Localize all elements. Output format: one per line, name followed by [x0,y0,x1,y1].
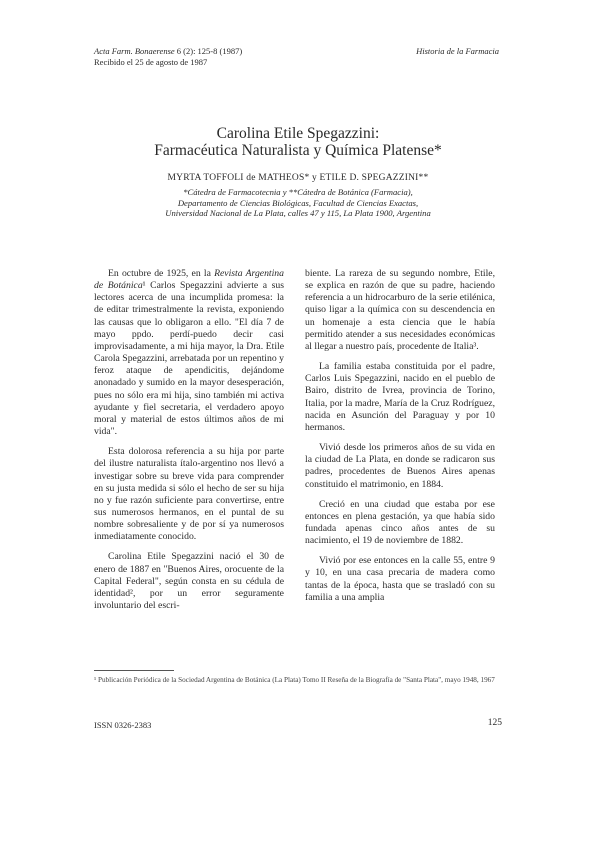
affiliation-line-1: *Cátedra de Farmacotecnia y **Cátedra de Botánica (Farmacia), [183,187,413,197]
paragraph-6: Creció en una ciudad que estaba por ese entonces en plena gestación, ya que había sido fundada apenas cinco años antes de su nacimiento, el 19 de noviembre de 1882. [305,498,495,547]
cited-journal: Revista Argentina de Botánica [94,268,284,292]
authors: MYRTA TOFFOLI de MATHEOS* y ETILE D. SPEGAZZINI** [167,173,429,183]
page-number: 125 [487,718,502,728]
body-column-right [305,268,495,612]
article-title [94,125,502,159]
title-line-1: Carolina Etile Spegazzini: [216,125,380,142]
footnote: ¹ Publicación Periódica de la Sociedad Argentina de Botánica (La Plata) Tomo II Reseña de la Biografía de "Santa Plata", mayo 1948, 1967 [94,676,495,684]
title-block [94,125,502,219]
paragraph-1 [94,268,284,438]
journal-name: Acta Farm. Bonaerense [94,46,175,56]
paragraph-1-rest: ¹ Carlos Spegazzini advierte a sus lectores acerca de una incumplida promesa: la de editar trimestralmente la revista, exponiendo las causas que lo obligaron a ello. "El día 7 de mayo ppdo. perdí-puedo decir casi improvisadamente, a mi hija mayor, la Dra. Etile Carola Spegazzini, arrebatada por un repentino y feroz ataque de apendicitis, dejándome anonadado y sumido en la mayor desesperación, pues no sólo era mi hija, sino también mi activa ayudante y fiel secretaria, el verdadero apoyo moral y material de estos últimos años de mi vida". [94,280,284,438]
affiliation-line-3: Universidad Nacional de La Plata, calles 47 y 115, La Plata 1900, Argentina [165,208,431,218]
received-date: Recibido el 25 de agosto de 1987 [94,57,208,67]
paragraph-3: Carolina Etile Spegazzini nació el 30 de enero de 1887 en "Buenos Aires, orocuente de la Capital Federal", según consta en su cédula de identidad², por un error seguramente involuntario del escri- [94,551,284,612]
running-head-left [94,46,242,68]
paragraph-5: Vivió desde los primeros años de su vida en la ciudad de La Plata, en donde se radicaron sus padres, procedentes de Buenos Aires apenas constituido el matrimonio, en 1884. [305,442,495,490]
journal-citation-line [94,46,242,57]
footnote-divider [94,670,174,671]
paragraph-4: La familia estaba constituida por el padre, Carlos Luis Spegazzini, nacido en el pueblo de Bairo, distrito de Ivrea, provincia de Torino, Italia, por la madre, María de la Cruz Rodríguez, nacida en Asunción del Paraguay y por 10 hermanos. [305,361,495,433]
paragraph-7: Vivió por ese entonces en la calle 55, entre 9 y 10, en una casa precaria de madera como tantas de la época, hasta que se trasladó con su familia a una amplia [305,555,495,603]
title-line-2: Farmacéutica Naturalista y Química Platense* [154,142,442,159]
affiliation-line-2: Departamento de Ciencias Biológicas, Facultad de Ciencias Exactas, [177,197,419,208]
body-column-left [94,268,284,620]
journal-citation: 6 (2): 125-8 (1987) [176,46,243,56]
section-label: Historia de la Farmacia [416,46,499,56]
paragraph-2: Esta dolorosa referencia a su hija por parte del ilustre naturalista ítalo-argentino nos llevó a investigar sobre su breve vida para comprender en su justa medida si sólo el hecho de ser su hija no y fue razón suficiente para convertirse, entre sus numerosos hermanos, en el puntal de su nombre sobresaliente y de por sí ya numerosos inmediatamente conocido. [94,446,284,543]
paragraph-1-start: En octubre de 1925, en la [108,268,215,279]
issn: ISSN 0326-2383 [94,720,152,730]
affiliation [94,187,502,219]
paragraph-3-continued: biente. La rareza de su segundo nombre, Etile, se explica en razón de que su padre, haciendo referencia a un hidrocarburo de la serie etilénica, quiso ligar a la química con su descendencia en un homenaje a esta ciencia que le había permitido atender a sus necesidades económicas al llegar a nuestro país, procedente de Italia³. [305,268,495,352]
